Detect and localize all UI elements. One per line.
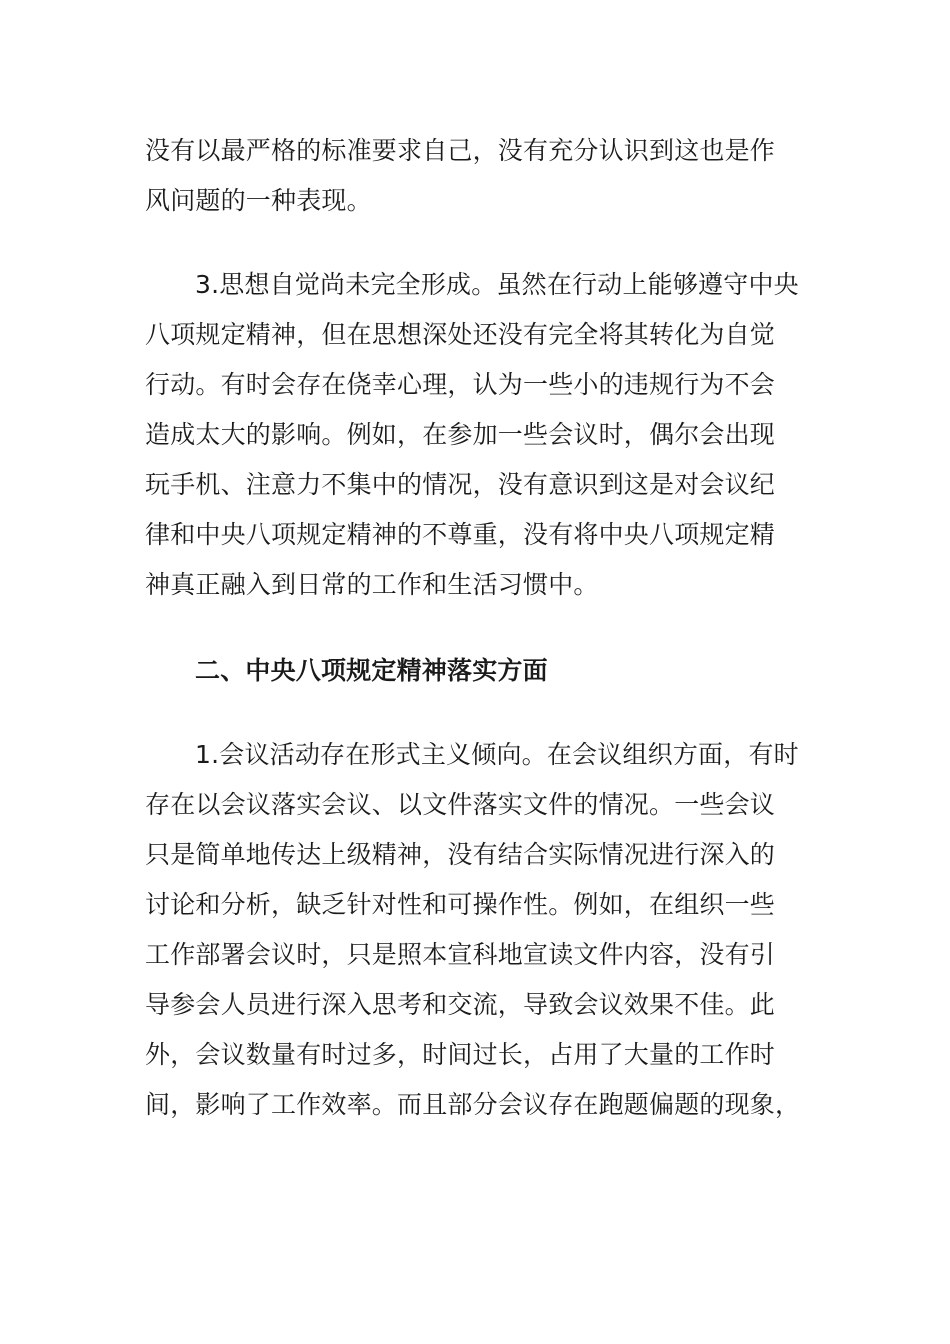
paragraph-line: 工作部署会议时，只是照本宣科地宣读文件内容，没有引: [145, 940, 776, 969]
paragraph-line: 神真正融入到日常的工作和生活习惯中。: [145, 570, 599, 599]
paragraph-line: 造成太大的影响。例如，在参加一些会议时，偶尔会出现: [145, 420, 776, 449]
paragraph-line: 存在以会议落实会议、以文件落实文件的情况。一些会议: [145, 790, 776, 819]
paragraph-line: 只是简单地传达上级精神，没有结合实际情况进行深入的: [145, 840, 776, 869]
paragraph-line: 没有以最严格的标准要求自己，没有充分认识到这也是作: [145, 136, 776, 165]
paragraph-line: 玩手机、注意力不集中的情况，没有意识到这是对会议纪: [145, 470, 776, 499]
paragraph-line: 行动。有时会存在侥幸心理，认为一些小的违规行为不会: [145, 370, 776, 399]
paragraph-line: 1.会议活动存在形式主义倾向。在会议组织方面，有时: [195, 740, 799, 769]
section-heading: 二、中央八项规定精神落实方面: [195, 656, 548, 685]
paragraph-line: 外，会议数量有时过多，时间过长，占用了大量的工作时: [145, 1040, 776, 1069]
paragraph-line: 间，影响了工作效率。而且部分会议存在跑题偏题的现象，: [145, 1090, 801, 1119]
paragraph-line: 风问题的一种表现。: [145, 186, 372, 215]
paragraph-line: 3.思想自觉尚未完全形成。虽然在行动上能够遵守中央: [195, 270, 799, 299]
paragraph-line: 八项规定精神，但在思想深处还没有完全将其转化为自觉: [145, 320, 776, 349]
paragraph-line: 讨论和分析，缺乏针对性和可操作性。例如，在组织一些: [145, 890, 776, 919]
paragraph-line: 律和中央八项规定精神的不尊重，没有将中央八项规定精: [145, 520, 776, 549]
paragraph-line: 导参会人员进行深入思考和交流，导致会议效果不佳。此: [145, 990, 776, 1019]
